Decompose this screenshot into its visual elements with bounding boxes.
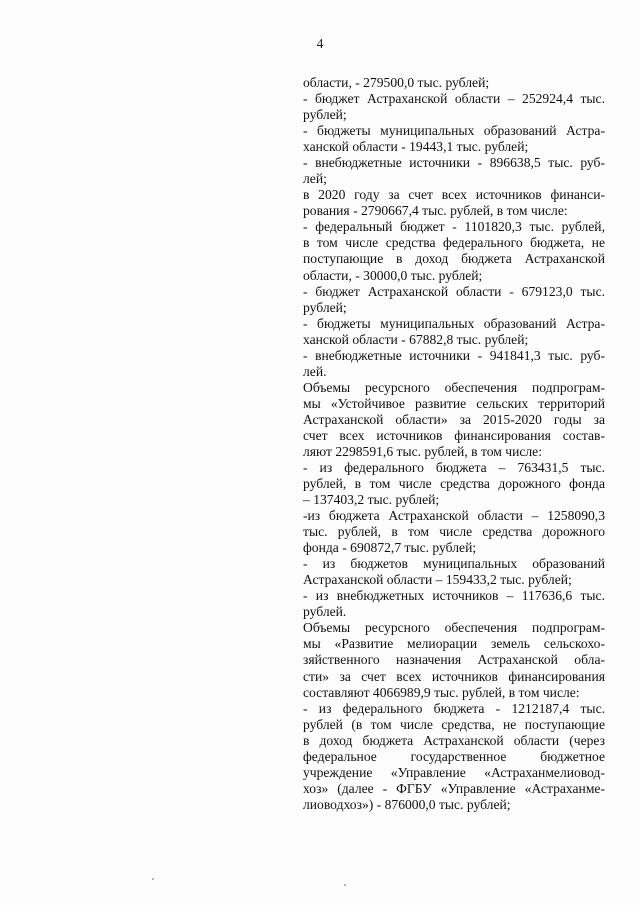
text-line: лиоводхоз») - 876000,0 тыс. рублей; [303,796,511,812]
text-line: - из федерального бюджета – 763431,5 тыс. [303,460,605,475]
text-line: тыс. рублей, в том числе средства дорожного [303,524,605,540]
text-line: - бюджет Астраханской области - 679123,0 тыс. [303,283,605,299]
text-line: лей. [303,363,327,379]
text-line: федеральное государственное бюджетное [303,748,605,764]
text-line: области, - 279500,0 тыс. рублей; [303,75,490,90]
text-line: рублей. [303,604,347,620]
text-line: области, - 30000,0 тыс. рублей; [303,267,483,283]
text-line: рублей; [303,299,347,315]
text-line: - бюджеты муниципальных образований Астра- [303,315,605,331]
text-line: Астраханской области – 159433,2 тыс. рублей; [303,572,572,588]
scan-speck [152,878,154,880]
text-line: ханской области - 67882,8 тыс. рублей; [303,331,529,347]
text-line: учреждение «Управление «Астраханмелиовод- [303,764,605,780]
text-line: зяйственного назначения Астраханской обла- [303,652,605,668]
text-line: мы «Устойчивое развитие сельских территорий [303,395,605,411]
page-number: 4 [316,36,324,51]
text-line: рублей, в том числе средства дорожного фонда [303,476,605,491]
text-line: - внебюджетные источники - 941841,3 тыс. руб- [303,347,605,363]
text-line: - внебюджетные источники - 896638,5 тыс. руб- [303,155,605,171]
text-line: – 137403,2 тыс. рублей; [303,492,440,507]
text-line: лей; [303,171,327,187]
text-line: Объемы ресурсного обеспечения подпрограм- [303,620,605,636]
text-line: ляют 2298591,6 тыс. рублей, в том числе: [303,443,542,459]
text-line: Астраханской области» за 2015-2020 годы за [303,411,605,427]
text-line: рования - 2790667,4 тыс. рублей, в том числе: [303,203,568,219]
text-line: составляют 4066989,9 тыс. рублей, в том числе: [303,684,580,700]
text-line: в доход бюджета Астраханской области (через [303,732,605,748]
text-line: в том числе средства федерального бюджета, не [303,235,605,251]
text-line: сти» за счет всех источников финансирования [303,668,605,684]
text-line: - из федерального бюджета - 1212187,4 тыс. [303,700,605,716]
text-line: фонда - 690872,7 тыс. рублей; [303,540,477,556]
text-line: - федеральный бюджет - 1101820,3 тыс. рублей, [303,219,605,235]
text-line: мы «Развитие мелиорации земель сельскохо- [303,636,605,652]
text-line: рублей; [303,107,347,123]
text-line: ханской области - 19443,1 тыс. рублей; [303,139,529,155]
text-line: в 2020 году за счет всех источников финанси- [303,187,605,203]
text-line: -из бюджета Астраханской области – 1258090,3 [303,508,605,524]
text-line: Объемы ресурсного обеспечения подпрограм- [303,379,605,395]
text-line: поступающие в доход бюджета Астраханской [303,251,605,267]
text-line: - бюджет Астраханской области – 252924,4 тыс. [303,91,605,106]
text-line: счет всех источников финансирования состав- [303,427,605,443]
text-line: рублей (в том числе средства, не поступающие [303,716,605,732]
text-line: - из внебюджетных источников – 117636,6 тыс. [303,588,605,604]
text-line: хоз» (далее - ФГБУ «Управление «Астраханме- [303,780,605,796]
text-line: - бюджеты муниципальных образований Астра- [303,123,605,139]
text-line: - из бюджетов муниципальных образований [303,556,605,572]
scan-speck [344,884,346,886]
